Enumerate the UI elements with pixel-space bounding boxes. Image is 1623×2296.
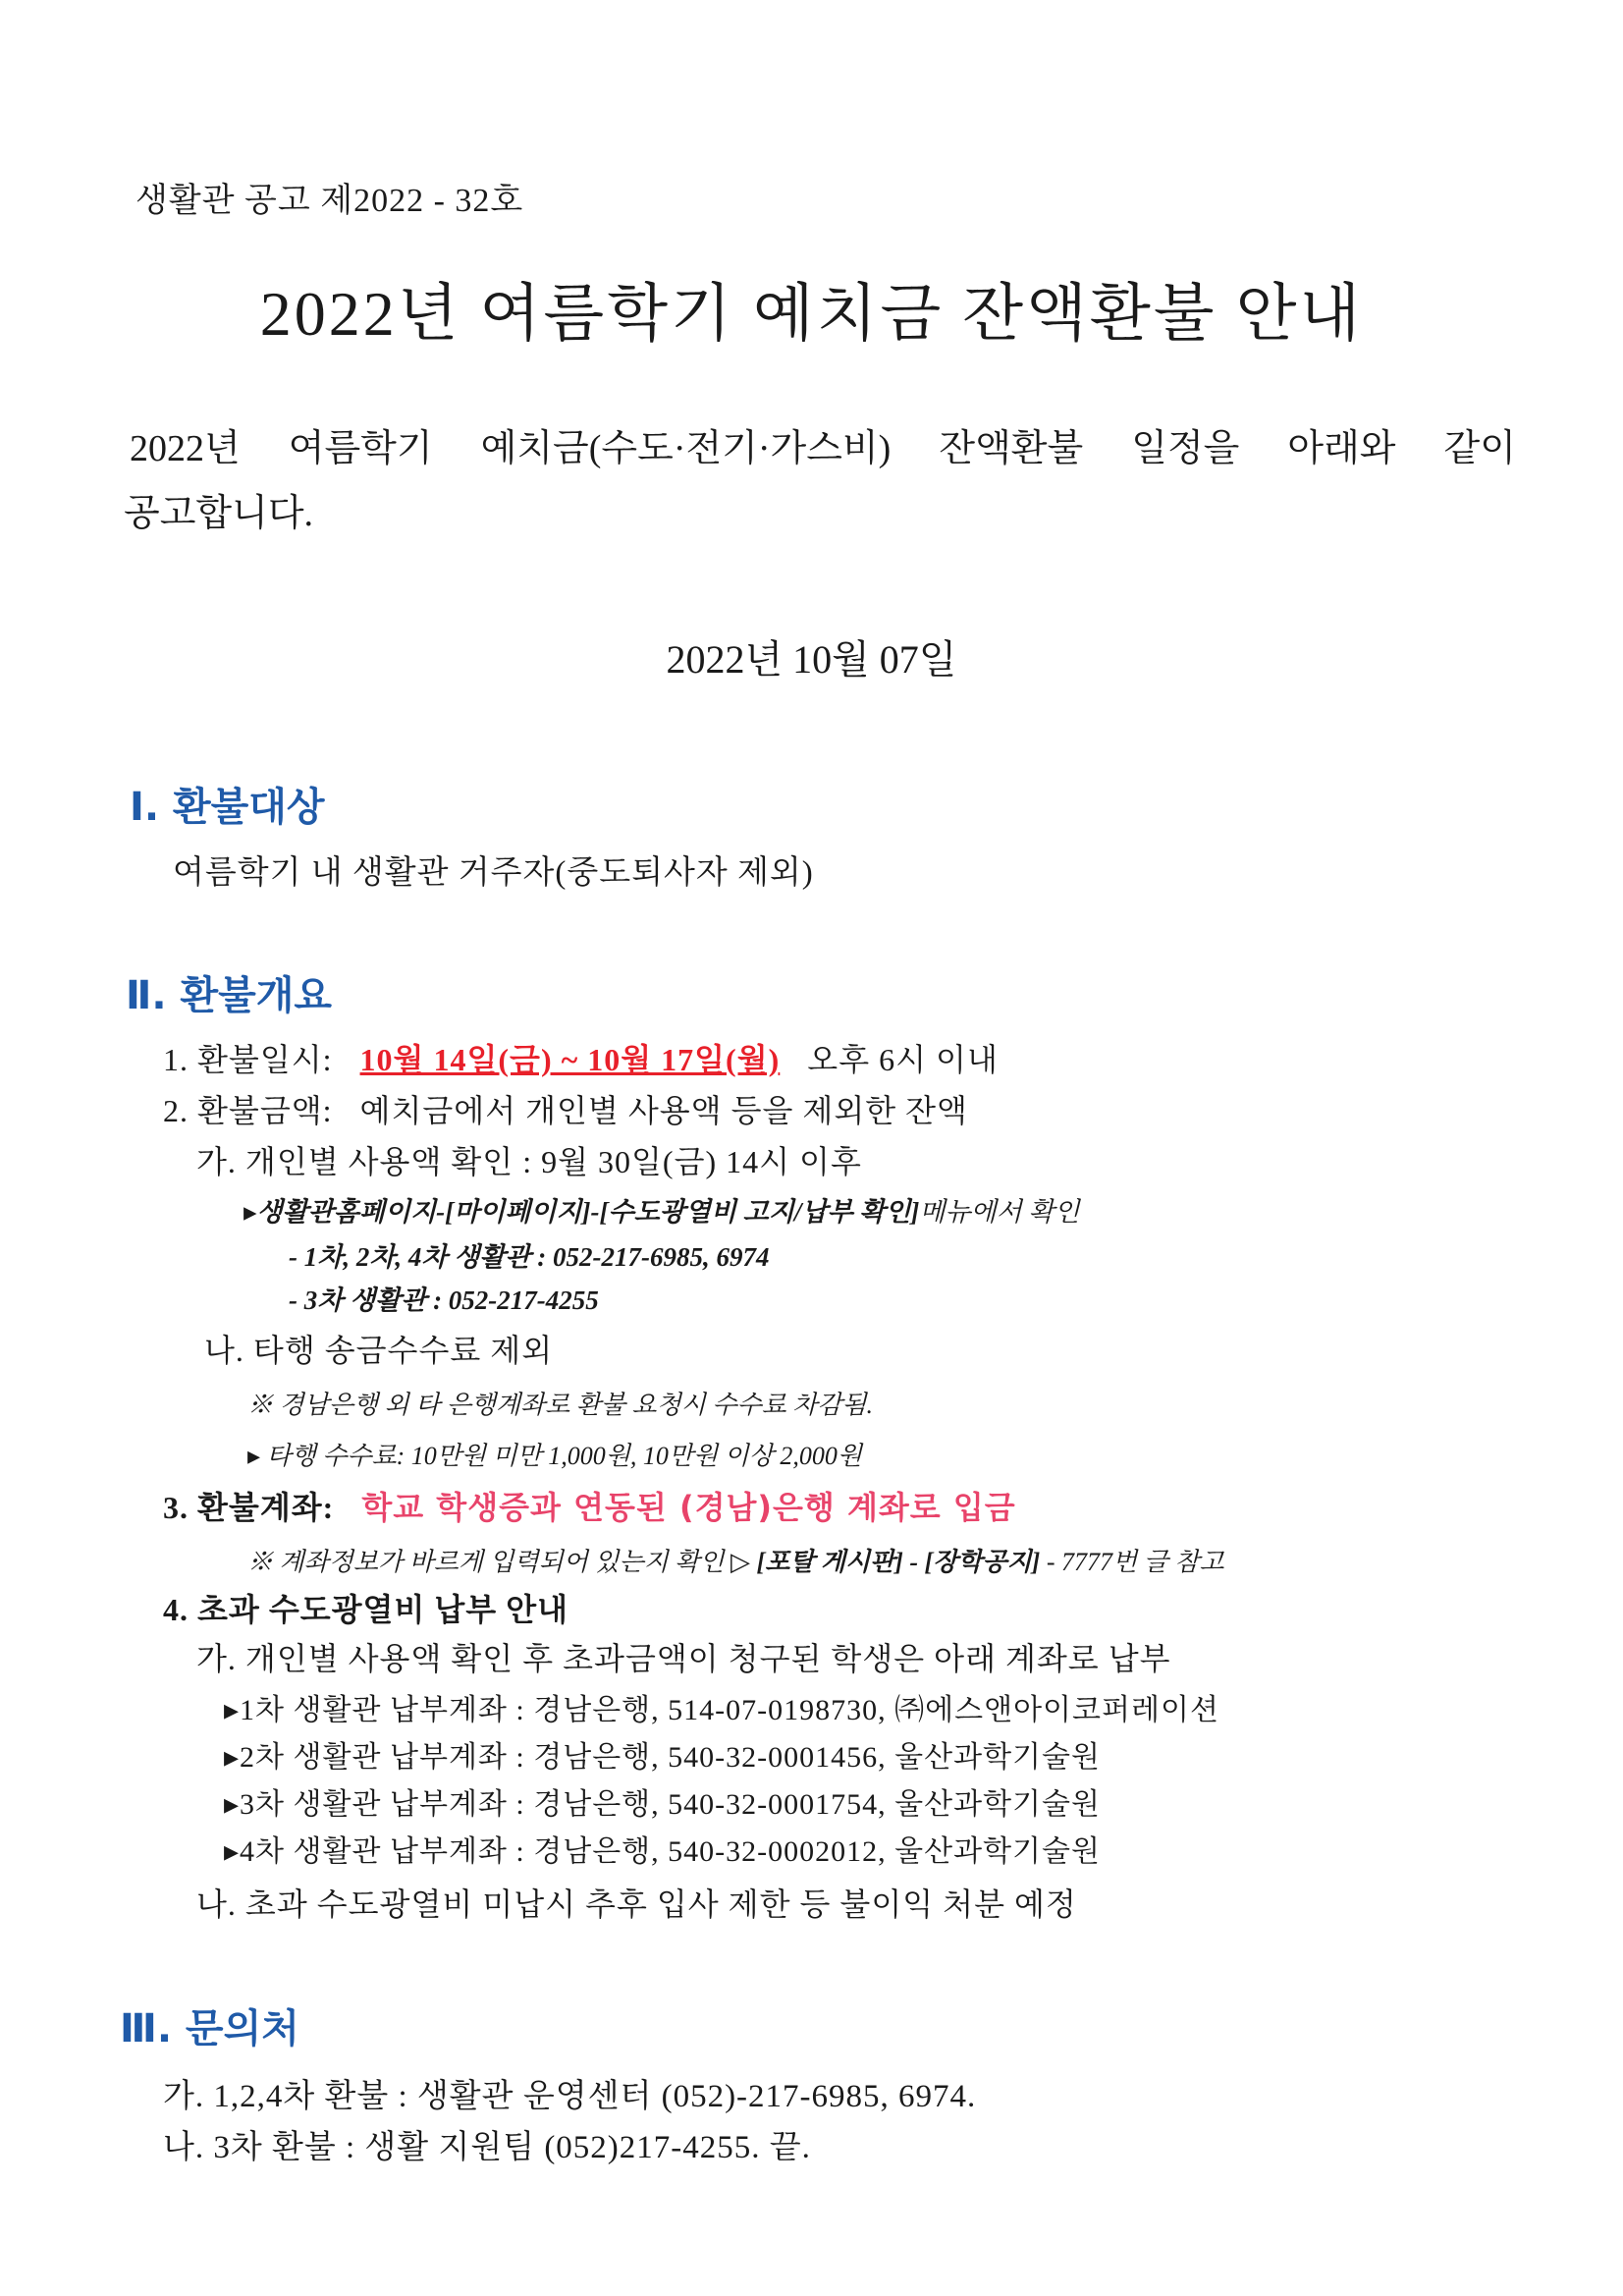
document-title: 2022년 여름학기 예치금 잔액환불 안내 <box>259 279 1364 349</box>
refund-account-item <box>163 1483 1016 1528</box>
account-row: ▸2차 생활관 납부계좌 : 경남은행, 540-32-0001456, 울산과학기술원 <box>224 1741 1101 1774</box>
post-reference: - 7777번 글 참고 <box>1046 1548 1224 1576</box>
refund-account-label: 3. 환불계좌: <box>163 1490 335 1525</box>
fee-note-2: ▸ 타행 수수료: 10만원 미만 1,000원, 10만원 이상 2,000원 <box>247 1442 862 1470</box>
intro-word: 2022년 <box>130 428 241 469</box>
intro-word: 같이 <box>1443 428 1516 469</box>
account-check-text: ※ 계좌정보가 바르게 입력되어 있는지 확인 ▷ <box>247 1548 750 1576</box>
homepage-menu-rest: 메뉴에서 확인 <box>919 1197 1080 1227</box>
refund-amount-label: 2. 환불금액: <box>163 1093 333 1128</box>
intro-word: 아래와 <box>1287 428 1396 469</box>
intro-line-2: 공고합니다. <box>124 493 314 534</box>
excess-payment-desc: 가. 개인별 사용액 확인 후 초과금액이 청구된 학생은 아래 계좌로 납부 <box>196 1641 1171 1676</box>
contact-line-1: - 1차, 2차, 4차 생활관 : 052-217-6985, 6974 <box>289 1242 770 1272</box>
account-row: ▸3차 생활관 납부계좌 : 경남은행, 540-32-0001754, 울산과학기술원 <box>224 1788 1101 1821</box>
section-1-text: 여름학기 내 생활관 거주자(중도퇴사자 제외) <box>173 855 814 891</box>
notice-date: 2022년 10월 07일 <box>666 637 957 682</box>
contact-inquiry-1: 가. 1,2,4차 환불 : 생활관 운영센터 (052)-217-6985, 6974. <box>163 2079 977 2114</box>
portal-path: [포탈 게시판] - [장학공지] <box>756 1548 1041 1576</box>
contact-line-2: - 3차 생활관 : 052-217-4255 <box>289 1285 599 1315</box>
refund-amount-item <box>163 1086 968 1131</box>
homepage-menu-line <box>243 1190 1080 1229</box>
refund-date-item <box>163 1035 999 1080</box>
homepage-menu-path: ▸생활관홈페이지-[마이페이지]-[수도광열비 고지/납부 확인] <box>243 1197 920 1227</box>
intro-line-1 <box>130 416 1516 481</box>
intro-paragraph <box>124 416 1516 546</box>
account-row: ▸4차 생활관 납부계좌 : 경남은행, 540-32-0002012, 울산과학기술원 <box>224 1835 1101 1868</box>
refund-date-label: 1. 환불일시: <box>163 1042 333 1077</box>
intro-word: 여름학기 <box>288 428 433 469</box>
notice-number: 생활관 공고 제2022 - 32호 <box>135 183 524 219</box>
refund-account-value: 학교 학생증과 연동된 (경남)은행 계좌로 입금 <box>361 1489 1016 1526</box>
account-check-note <box>247 1542 1223 1578</box>
account-row: ▸1차 생활관 납부계좌 : 경남은행, 514-07-0198730, ㈜에스앤아이코퍼레이션 <box>224 1694 1219 1726</box>
excess-payment-heading: 4. 초과 수도광열비 납부 안내 <box>163 1592 569 1627</box>
refund-date-value: 10월 14일(금) ~ 10월 17일(월) <box>359 1042 781 1077</box>
fee-exclusion-line: 나. 타행 송금수수료 제외 <box>204 1333 554 1368</box>
section-1-heading: Ⅰ. 환불대상 <box>130 785 325 830</box>
section-3-heading: Ⅲ. 문의처 <box>120 2006 299 2051</box>
refund-amount-text: 예치금에서 개인별 사용액 등을 제외한 잔액 <box>359 1093 968 1128</box>
intro-word: 예치금(수도·전기·가스비) <box>480 428 892 469</box>
intro-word: 일정을 <box>1131 428 1240 469</box>
refund-date-rest: 오후 6시 이내 <box>807 1042 999 1077</box>
intro-word: 잔액환불 <box>939 428 1084 469</box>
penalty-line: 나. 초과 수도광열비 미납시 추후 입사 제한 등 불이익 처분 예정 <box>196 1886 1077 1922</box>
usage-check-line: 가. 개인별 사용액 확인 : 9월 30일(금) 14시 이후 <box>196 1144 862 1179</box>
contact-inquiry-2: 나. 3차 환불 : 생활 지원팀 (052)217-4255. 끝. <box>163 2130 811 2165</box>
fee-note-1: ※ 경남은행 외 타 은행계좌로 환불 요청시 수수료 차감됨. <box>247 1391 874 1419</box>
section-2-heading: Ⅱ. 환불개요 <box>126 973 333 1018</box>
